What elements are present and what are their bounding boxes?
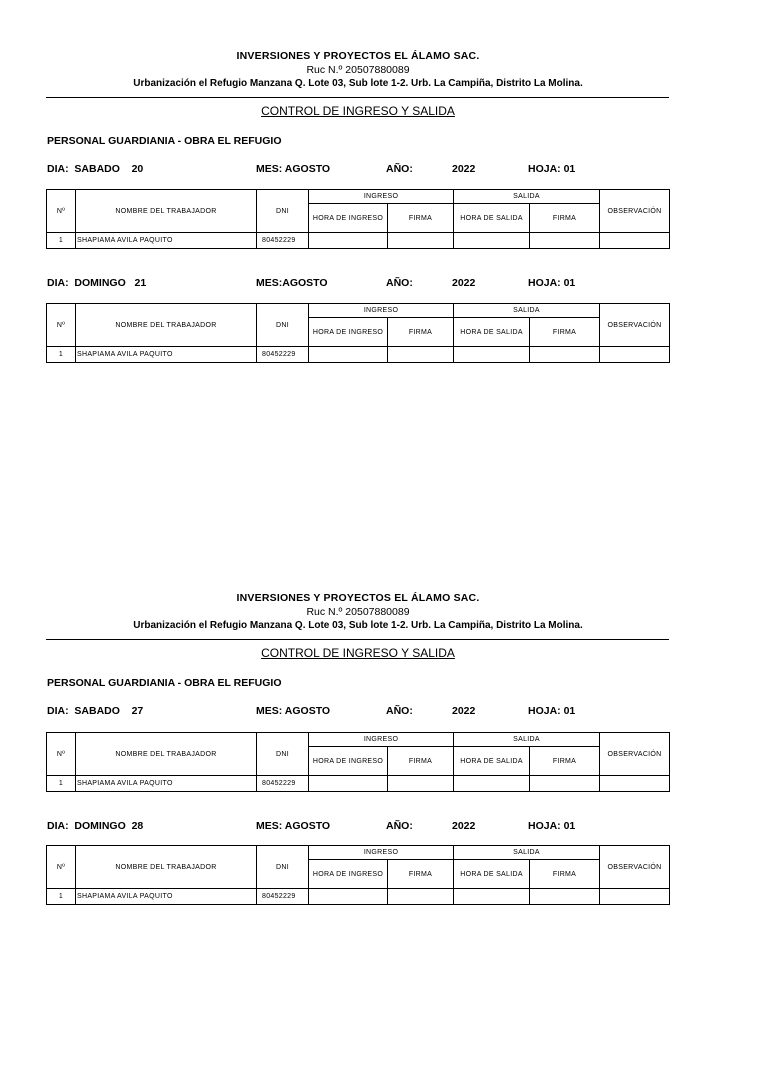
col-header-hora-salida: HORA DE SALIDA: [454, 204, 530, 233]
cell-observacion[interactable]: [600, 889, 670, 905]
cell-num: 1: [47, 347, 76, 363]
cell-hora-ingreso[interactable]: [309, 889, 388, 905]
col-header-hora-salida: HORA DE SALIDA: [454, 318, 530, 347]
col-header-firma-ingreso: FIRMA: [388, 318, 454, 347]
col-header-name: NOMBRE DEL TRABAJADOR: [76, 304, 257, 347]
cell-hora-salida[interactable]: [454, 233, 530, 249]
year-label: AÑO:: [386, 163, 413, 175]
attendance-table: [46, 845, 670, 905]
col-header-ingreso: INGRESO: [309, 733, 454, 747]
col-header-hora-ingreso: HORA DE INGRESO: [309, 204, 388, 233]
table-row: [47, 233, 670, 249]
personal-label: PERSONAL GUARDIANIA - OBRA EL REFUGIO: [47, 677, 282, 689]
col-header-firma-salida: FIRMA: [530, 204, 600, 233]
table-row: [47, 776, 670, 792]
cell-num: 1: [47, 776, 76, 792]
cell-name: SHAPIAMA AVILA PAQUITO: [76, 233, 257, 249]
company-address: Urbanización el Refugio Manzana Q. Lote 03, Sub lote 1-2. Urb. La Campiña, Distrito La Molina.: [133, 620, 583, 631]
year-label: AÑO:: [386, 705, 413, 717]
cell-observacion[interactable]: [600, 233, 670, 249]
col-header-name: NOMBRE DEL TRABAJADOR: [76, 190, 257, 233]
col-header-dni: DNI: [257, 304, 309, 347]
col-header-name: NOMBRE DEL TRABAJADOR: [76, 733, 257, 776]
cell-observacion[interactable]: [600, 347, 670, 363]
year-value: 2022: [452, 820, 476, 832]
col-header-firma-ingreso: FIRMA: [388, 204, 454, 233]
col-header-hora-salida: HORA DE SALIDA: [454, 860, 530, 889]
cell-firma-salida[interactable]: [530, 347, 600, 363]
document-title: CONTROL DE INGRESO Y SALIDA: [261, 104, 455, 118]
col-header-salida: SALIDA: [454, 304, 600, 318]
cell-dni: 80452229: [257, 776, 309, 792]
col-header-dni: DNI: [257, 190, 309, 233]
cell-hora-ingreso[interactable]: [309, 347, 388, 363]
day-label: DIA: SABADO 27: [47, 705, 144, 717]
col-header-observacion: OBSERVACIÓN: [600, 190, 670, 233]
company-ruc: Ruc N.º 20507880089: [306, 64, 410, 76]
attendance-table: [46, 189, 670, 249]
cell-firma-salida[interactable]: [530, 889, 600, 905]
personal-label: PERSONAL GUARDIANIA - OBRA EL REFUGIO: [47, 135, 282, 147]
col-header-ingreso: INGRESO: [309, 304, 454, 318]
year-value: 2022: [452, 705, 476, 717]
col-header-firma-ingreso: FIRMA: [388, 747, 454, 776]
table-row: [47, 347, 670, 363]
cell-observacion[interactable]: [600, 776, 670, 792]
day-info-line: [47, 820, 687, 834]
year-label: AÑO:: [386, 820, 413, 832]
cell-firma-ingreso[interactable]: [388, 889, 454, 905]
cell-hora-ingreso[interactable]: [309, 776, 388, 792]
col-header-num: Nº: [47, 733, 76, 776]
cell-dni: 80452229: [257, 233, 309, 249]
cell-hora-salida[interactable]: [454, 776, 530, 792]
cell-hora-salida[interactable]: [454, 347, 530, 363]
col-header-num: Nº: [47, 846, 76, 889]
col-header-observacion: OBSERVACIÓN: [600, 733, 670, 776]
col-header-num: Nº: [47, 304, 76, 347]
col-header-ingreso: INGRESO: [309, 846, 454, 860]
col-header-hora-ingreso: HORA DE INGRESO: [309, 318, 388, 347]
day-info-line: [47, 277, 687, 291]
day-label: DIA: DOMINGO 21: [47, 277, 147, 289]
attendance-table: [46, 732, 670, 792]
sheet-label: HOJA: 01: [528, 705, 576, 717]
sheet-label: HOJA: 01: [528, 163, 576, 175]
month-label: MES: AGOSTO: [256, 705, 331, 717]
col-header-dni: DNI: [257, 846, 309, 889]
col-header-num: Nº: [47, 190, 76, 233]
table-row: [47, 889, 670, 905]
cell-firma-salida[interactable]: [530, 233, 600, 249]
col-header-hora-salida: HORA DE SALIDA: [454, 747, 530, 776]
sheet-label: HOJA: 01: [528, 820, 576, 832]
year-label: AÑO:: [386, 277, 413, 289]
cell-hora-ingreso[interactable]: [309, 233, 388, 249]
company-ruc: Ruc N.º 20507880089: [306, 606, 410, 618]
col-header-firma-salida: FIRMA: [530, 318, 600, 347]
sheet-label: HOJA: 01: [528, 277, 576, 289]
col-header-firma-ingreso: FIRMA: [388, 860, 454, 889]
col-header-firma-salida: FIRMA: [530, 860, 600, 889]
day-info-line: [47, 163, 687, 177]
cell-name: SHAPIAMA AVILA PAQUITO: [76, 776, 257, 792]
col-header-observacion: OBSERVACIÓN: [600, 304, 670, 347]
day-label: DIA: SABADO 20: [47, 163, 144, 175]
col-header-salida: SALIDA: [454, 190, 600, 204]
company-name: INVERSIONES Y PROYECTOS EL ÁLAMO SAC.: [236, 50, 480, 62]
month-label: MES:AGOSTO: [256, 277, 328, 289]
cell-dni: 80452229: [257, 347, 309, 363]
col-header-salida: SALIDA: [454, 846, 600, 860]
cell-name: SHAPIAMA AVILA PAQUITO: [76, 347, 257, 363]
col-header-hora-ingreso: HORA DE INGRESO: [309, 747, 388, 776]
cell-hora-salida[interactable]: [454, 889, 530, 905]
sheet-page-2: [0, 542, 768, 1082]
cell-firma-salida[interactable]: [530, 776, 600, 792]
col-header-firma-salida: FIRMA: [530, 747, 600, 776]
year-value: 2022: [452, 163, 476, 175]
day-label: DIA: DOMINGO 28: [47, 820, 144, 832]
col-header-salida: SALIDA: [454, 733, 600, 747]
cell-firma-ingreso[interactable]: [388, 776, 454, 792]
cell-firma-ingreso[interactable]: [388, 347, 454, 363]
attendance-table: [46, 303, 670, 363]
header-divider: [46, 639, 669, 640]
year-value: 2022: [452, 277, 476, 289]
col-header-name: NOMBRE DEL TRABAJADOR: [76, 846, 257, 889]
cell-num: 1: [47, 233, 76, 249]
sheet-page-1: [0, 0, 768, 540]
company-address: Urbanización el Refugio Manzana Q. Lote 03, Sub lote 1-2. Urb. La Campiña, Distrito La Molina.: [133, 78, 583, 89]
document-title: CONTROL DE INGRESO Y SALIDA: [261, 646, 455, 660]
company-name: INVERSIONES Y PROYECTOS EL ÁLAMO SAC.: [236, 592, 480, 604]
cell-name: SHAPIAMA AVILA PAQUITO: [76, 889, 257, 905]
header-divider: [46, 97, 669, 98]
cell-firma-ingreso[interactable]: [388, 233, 454, 249]
month-label: MES: AGOSTO: [256, 163, 331, 175]
day-info-line: [47, 705, 687, 719]
col-header-observacion: OBSERVACIÓN: [600, 846, 670, 889]
month-label: MES: AGOSTO: [256, 820, 331, 832]
cell-dni: 80452229: [257, 889, 309, 905]
cell-num: 1: [47, 889, 76, 905]
col-header-ingreso: INGRESO: [309, 190, 454, 204]
col-header-hora-ingreso: HORA DE INGRESO: [309, 860, 388, 889]
col-header-dni: DNI: [257, 733, 309, 776]
